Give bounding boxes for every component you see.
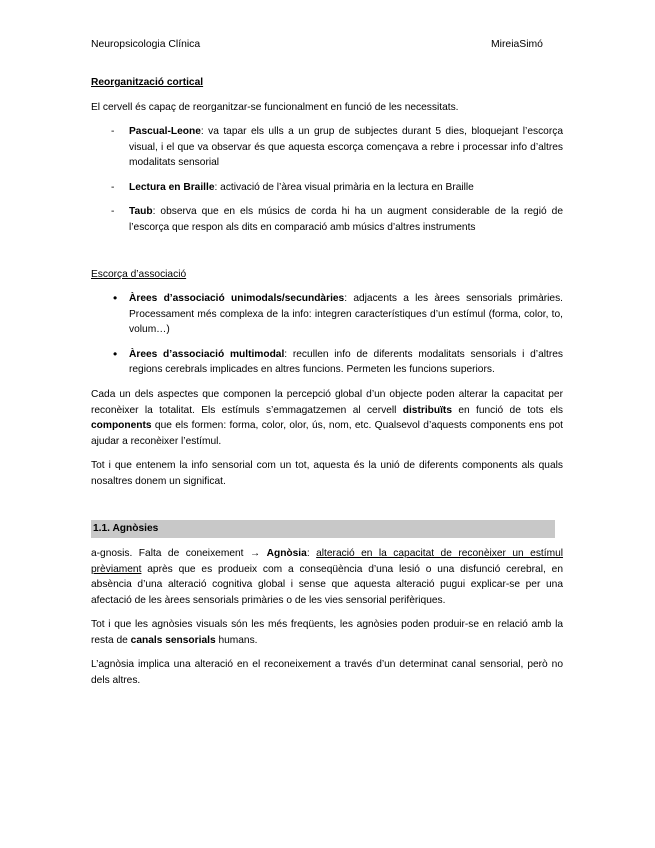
text-run: en funció de tots els (452, 404, 563, 416)
item-term: Lectura en Braille (129, 181, 215, 193)
agnosia-paragraph-1 (91, 546, 563, 608)
bullet-icon: • (113, 346, 118, 361)
text-run: Tot i que les agnòsies visuals són les més freqüents, les agnòsies poden produir-se en relació amb la resta de (91, 619, 563, 646)
reorg-list (91, 124, 563, 235)
assoc-paragraph-2: Tot i que entenem la info sensorial com un tot, aquesta és la unió de diferents components als quals nosaltres donem un significat. (91, 460, 563, 487)
item-text: : recullen info de diferents modalitats sensorials i d’altres regions cerebrals implicades en altres funcions. Permeten les funcions superiors. (129, 348, 563, 375)
agnosia-paragraph-2 (91, 617, 563, 648)
text-run-bold: distribuïts (402, 404, 452, 416)
agnosia-paragraph-3: L’agnòsia implica una alteració en el reconeixement a través d’un determinat canal sensorial, però no dels altres. (91, 659, 563, 686)
text-run-bold: Agnòsia (266, 548, 307, 559)
item-text: : va tapar els ulls a un grup de subjectes durant 5 dies, bloquejant l’escorça visual, i el que va observar és que aquesta escorça començava a rebre i processar info d’altres modalitats sensorial (129, 126, 563, 168)
list-item (91, 124, 563, 171)
text-run-underlined: alteració en la capacitat de reconèixer un estímul prèviament (91, 548, 564, 575)
item-term: Àrees d’associació multimodal (129, 348, 285, 360)
text-run: humans. (215, 634, 258, 646)
text-run: : (306, 548, 317, 559)
text-run-bold: components (91, 420, 152, 431)
list-marker: - (111, 181, 115, 193)
heading-escorca-associacio: Escorça d’associació (91, 269, 187, 280)
text-run-bold: canals sensorials (130, 634, 216, 646)
bullet-icon: • (113, 291, 118, 305)
item-term: Àrees d’associació unimodals/secundàries (129, 293, 345, 304)
reorg-intro: El cervell és capaç de reorganitzar-se funcionalment en funció de les necessitats. (91, 102, 459, 113)
header-course-title: Neuropsicologia Clínica (91, 39, 201, 50)
assoc-paragraph-1 (91, 387, 563, 449)
item-text: : activació de l’àrea visual primària en la lectura en Braille (214, 181, 474, 193)
header-author: MireiaSimó (491, 39, 543, 50)
list-marker: - (111, 206, 115, 217)
section-heading-agnosies: 1.1. Agnòsies (91, 520, 555, 538)
item-text: : observa que en els músics de corda hi ha un augment considerable de la regió de l’escorça que respon als dits en comparació amb músics d’altres instruments (129, 206, 563, 233)
text-run: a-gnosis. Falta de coneixement → (91, 548, 267, 559)
item-text: : adjacents a les àrees sensorials primàries. Processament més complexa de la info: integren característiques d’un estímul (forma, color, to, volum…) (129, 293, 563, 335)
list-item (91, 180, 563, 196)
list-marker: - (111, 126, 115, 137)
list-item (91, 204, 563, 235)
assoc-list (91, 291, 563, 378)
item-term: Pascual-Leone (129, 126, 201, 137)
item-term: Taub (129, 206, 153, 217)
heading-reorganitzacio: Reorganització cortical (91, 77, 204, 88)
list-item (91, 291, 563, 338)
text-run: après que es produeix com a conseqüència d’una lesió o una disfunció cerebral, en absència d’una alteració cognitiva global i sense que aquesta alteració pugui explicar-se per una afectació de les àrees sensorials primàries o de les vies sensorial perifèriques. (91, 563, 563, 606)
text-run: Cada un dels aspectes que componen la percepció global d’un objecte poden alterar la capacitat per reconèixer la totalitat. Els estímuls s’emmagatzemen al cervell (91, 389, 563, 416)
text-run: que els formen: forma, color, olor, ús, nom, etc. Qualsevol d’aquests components ens pot ajudar a reconèixer l’estímul. (91, 420, 563, 447)
list-item (91, 347, 563, 378)
